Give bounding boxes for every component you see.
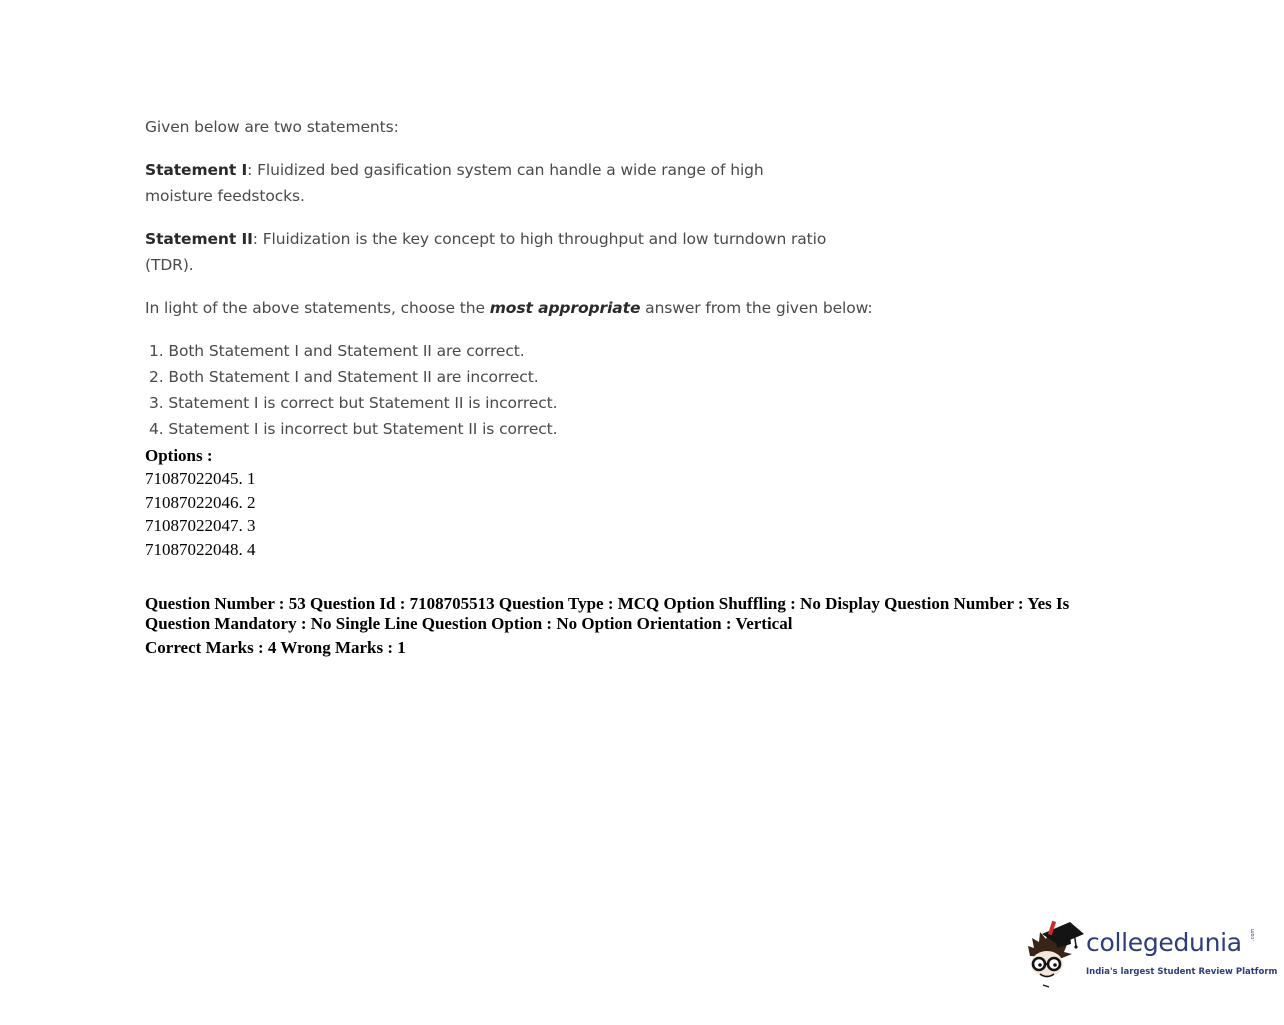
marks-line: Correct Marks : 4 Wrong Marks : 1 (145, 638, 406, 657)
answer-choice: 2. Both Statement I and Statement II are incorrect. (149, 368, 539, 386)
statement-one (145, 157, 835, 209)
option-item: 71087022047. 3 (145, 516, 256, 536)
statement-two (145, 226, 835, 278)
answer-choices (149, 338, 905, 442)
question-info (145, 594, 1105, 658)
statement-two-text: : Fluidization is the key concept to high throughput and low turndown ratio (TDR). (145, 230, 827, 274)
options-list (145, 444, 256, 562)
brand-dotcom: .com (1250, 928, 1256, 941)
option-item: 71087022048. 4 (145, 540, 256, 560)
collegedunia-logo (1026, 918, 1278, 990)
prompt-before: In light of the above statements, choose the (145, 299, 490, 317)
statement-one-label: Statement I (145, 161, 248, 179)
option-item: 71087022045. 1 (145, 469, 256, 488)
mascot-icon (1026, 918, 1086, 990)
brand-name: collegedunia (1086, 928, 1242, 957)
answer-choice: 4. Statement I is incorrect but Statement II is correct. (149, 420, 558, 438)
statement-one-text: : Fluidized bed gasification system can handle a wide range of high moisture feedstocks. (145, 161, 764, 205)
prompt-after: answer from the given below: (640, 299, 873, 317)
question-details: Question Number : 53 Question Id : 7108705513 Question Type : MCQ Option Shuffling : No Display Question Number : Yes Is Question Mandatory : No Single Line Question Option : No Option Orientation : Vertical (145, 594, 1070, 633)
brand-tagline: India's largest Student Review Platform (1086, 967, 1278, 977)
options-title: Options : (145, 446, 213, 465)
statement-two-label: Statement II (145, 230, 253, 248)
prompt-emphasis: most appropriate (489, 299, 641, 317)
answer-choice: 1. Both Statement I and Statement II are correct. (149, 342, 525, 360)
question-intro: Given below are two statements: (145, 118, 399, 136)
option-item: 71087022046. 2 (145, 492, 256, 512)
answer-choice: 3. Statement I is correct but Statement II is incorrect. (149, 394, 558, 412)
question-prompt (145, 295, 905, 321)
question-content (145, 114, 905, 442)
